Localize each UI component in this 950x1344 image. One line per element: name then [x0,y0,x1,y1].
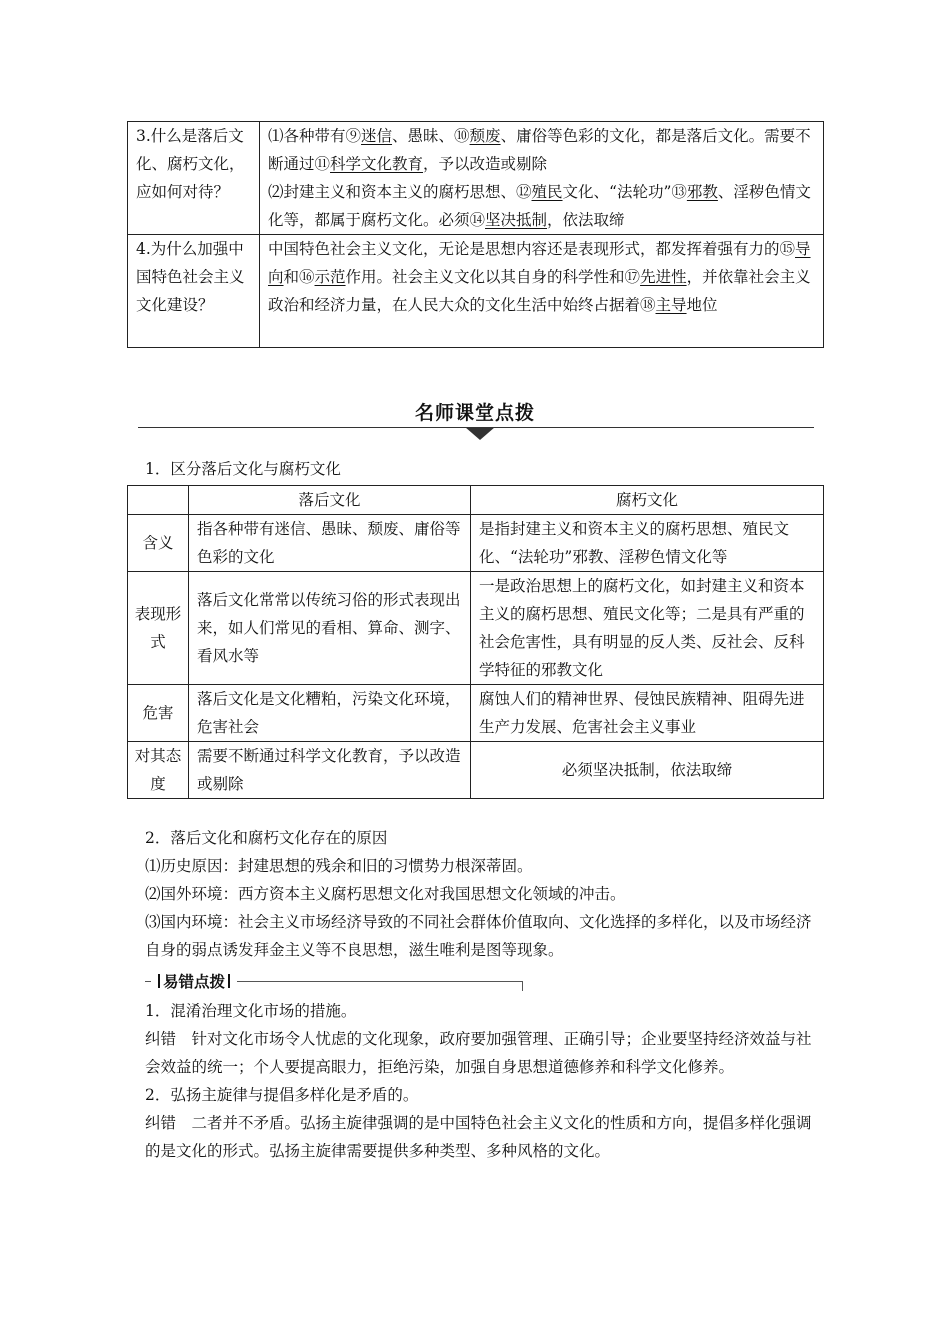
point-1-title: 1．区分落后文化与腐朽文化 [145,460,341,478]
point-2 [145,824,825,964]
cell-backward: 指各种带有迷信、愚昧、颓废、庸俗等色彩的文化 [189,515,471,572]
question-3: 3.什么是落后文化、腐朽文化，应如何对待？ [128,122,260,235]
cell-decadent: 腐蚀人们的精神世界、侵蚀民族精神、阻碍先进生产力发展、危害社会主义事业 [471,685,824,742]
question-4: 4.为什么加强中国特色社会主义文化建设？ [128,235,260,348]
table-row [128,235,824,348]
cell-backward: 落后文化是文化糟粕，污染文化环境，危害社会 [189,685,471,742]
table-row [128,685,824,742]
comparison-table [127,485,824,799]
point-2-title: 2．落后文化和腐朽文化存在的原因 [145,829,388,847]
row-label: 含义 [128,515,189,572]
error-2-title: 2．弘扬主旋律与提倡多样化是矛盾的。 [145,1086,419,1104]
error-tips-header [145,972,523,994]
section-triangle-icon [465,427,495,440]
answer-3 [260,122,824,235]
row-label: 危害 [128,685,189,742]
row-label: 对其态度 [128,742,189,799]
answer-3-part-2: ⑵封建主义和资本主义的腐朽思想、⑫殖民文化、“法轮功”⑬邪教、淫秽色情文化等，都属于腐朽文化。必须⑭坚决抵制，依法取缔 [268,183,811,229]
cause-1: ⑴历史原因：封建思想的残余和旧的习惯势力根深蒂固。 [145,857,533,875]
qa-table [127,121,824,348]
cell-decadent: 一是政治思想上的腐朽文化，如封建主义和资本主义的腐朽思想、殖民文化等；二是具有严重的社会危害性，具有明显的反人类、反社会、反科学特征的邪教文化 [471,572,824,685]
error-tips-label: 易错点拨 [163,972,226,991]
answer-4: 中国特色社会主义文化，无论是思想内容还是表现形式，都发挥着强有力的⑮导向和⑯示范作用。社会主义文化以其自身的科学性和⑰先进性，并依靠社会主义政治和经济力量，在人民大众的文化生活中始终占据着⑱主导地位 [260,235,824,348]
error-1-title: 1．混淆治理文化市场的措施。 [145,1002,357,1020]
section-title: 名师课堂点拨 [414,402,535,424]
table-row [128,742,824,799]
row-label: 表现形式 [128,572,189,685]
bar-icon [228,974,230,988]
cell-decadent: 是指封建主义和资本主义的腐朽思想、殖民文化、“法轮功”邪教、淫秽色情文化等 [471,515,824,572]
cause-2: ⑵国外环境：西方资本主义腐朽思想文化对我国思想文化领域的冲击。 [145,885,626,903]
table-row [128,515,824,572]
error-tips [145,997,825,1165]
table-row [128,572,824,685]
bar-icon [158,974,160,988]
cell-backward: 需要不断通过科学文化教育，予以改造或剔除 [189,742,471,799]
cell-backward: 落后文化常常以传统习俗的形式表现出来，如人们常见的看相、算命、测字、看风水等 [189,572,471,685]
error-1-body: 纠错 针对文化市场令人忧虑的文化现象，政府要加强管理、正确引导；企业要坚持经济效益与社会效益的统一；个人要提高眼力，拒绝污染，加强自身思想道德修养和科学文化修养。 [145,1030,812,1076]
table-row [128,122,824,235]
cause-3: ⑶国内环境：社会主义市场经济导致的不同社会群体价值取向、文化选择的多样化，以及市场经济自身的弱点诱发拜金主义等不良思想，滋生唯利是图等现象。 [145,913,812,959]
column-header-decadent: 腐朽文化 [471,486,824,515]
error-2-body: 纠错 二者并不矛盾。弘扬主旋律强调的是中国特色社会主义文化的性质和方向，提倡多样化强调的是文化的形式。弘扬主旋律需要提供多种类型、多种风格的文化。 [145,1114,812,1160]
answer-3-part-1: ⑴各种带有⑨迷信、愚昧、⑩颓废、庸俗等色彩的文化，都是落后文化。需要不断通过⑪科学文化教育，予以改造或剔除 [268,127,811,173]
table-header-row [128,486,824,515]
column-header-backward: 落后文化 [189,486,471,515]
cell-decadent: 必须坚决抵制，依法取缔 [471,742,824,799]
